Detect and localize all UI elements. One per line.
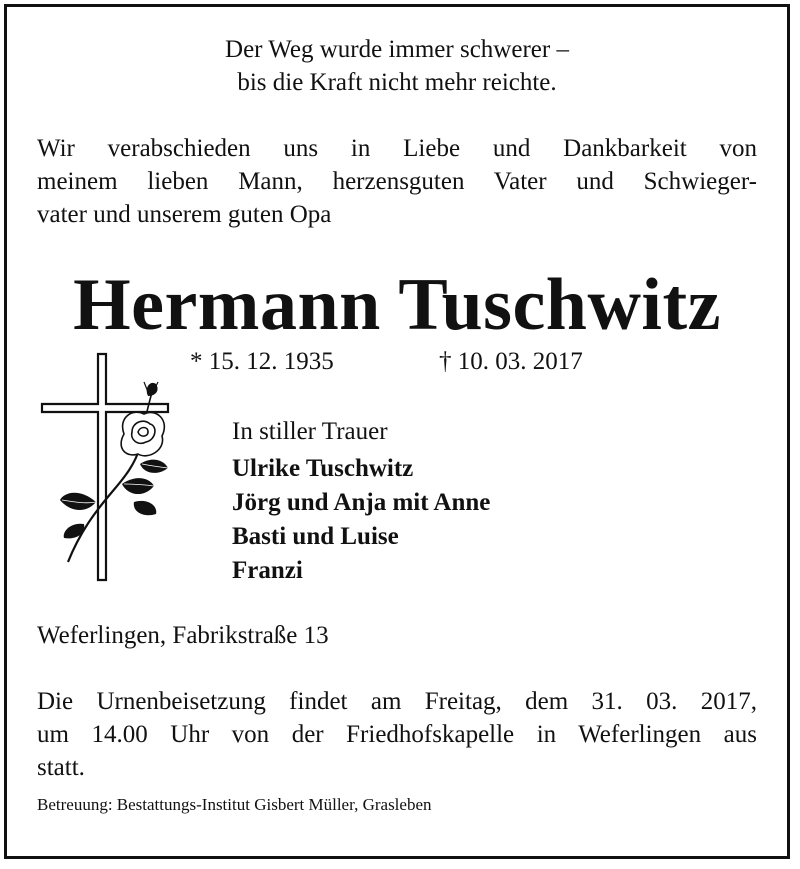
funeral-line-1: Die Urnenbeisetzung findet am Freitag, dem 31. 03. 2017,: [37, 688, 757, 715]
mourner-name: Ulrike Tuschwitz: [232, 455, 414, 482]
mourner-name: Franzi: [232, 557, 303, 584]
mourners-heading: In stiller Trauer: [232, 418, 388, 445]
family-address: Weferlingen, Fabrikstraße 13: [37, 622, 329, 649]
deceased-name: Hermann Tuschwitz: [73, 264, 721, 346]
undertaker-credit: Betreuung: Bestattungs-Institut Gisbert Müller, Grasleben: [37, 795, 432, 814]
death-date: † 10. 03. 2017: [439, 348, 583, 375]
intro-line-1: Der Weg wurde immer schwerer –: [225, 36, 569, 63]
funeral-line-2: um 14.00 Uhr von der Friedhofskapelle in Weferlingen aus: [37, 721, 757, 748]
mourner-name: Jörg und Anja mit Anne: [232, 489, 491, 516]
obituary-notice: [4, 4, 790, 859]
farewell-line-1: Wir verabschieden uns in Liebe und Dankbarkeit von: [37, 135, 757, 162]
farewell-line-2: meinem lieben Mann, herzensguten Vater und Schwieger-: [37, 168, 757, 195]
birth-date: * 15. 12. 1935: [190, 348, 334, 375]
mourner-name: Basti und Luise: [232, 523, 399, 550]
intro-line-2: bis die Kraft nicht mehr reichte.: [237, 69, 557, 96]
farewell-line-3: vater und unserem guten Opa: [37, 201, 332, 228]
funeral-line-3: statt.: [37, 754, 85, 781]
cross-with-rose-icon: [40, 352, 180, 584]
